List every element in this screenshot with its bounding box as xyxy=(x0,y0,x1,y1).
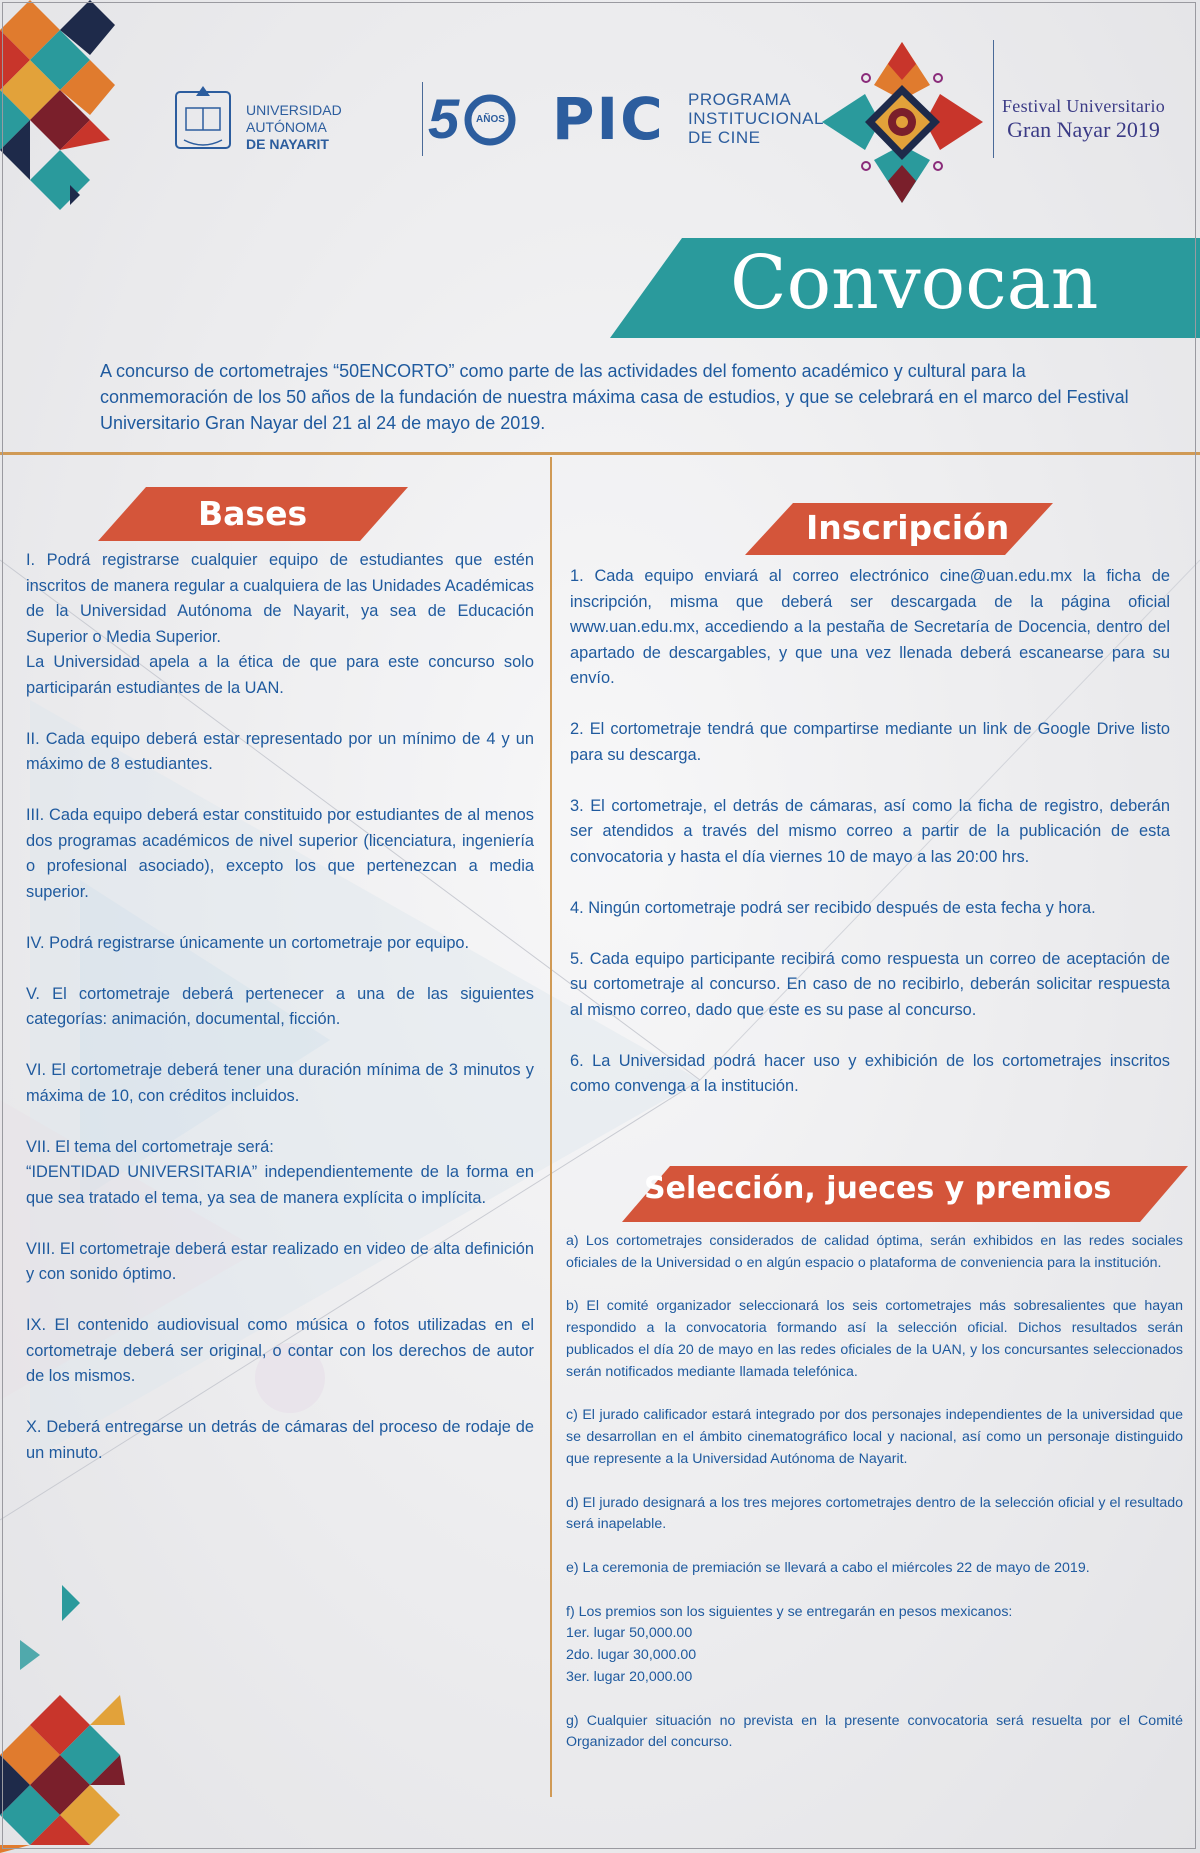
bases-item-10: X. Deberá entregarse un detrás de cámaras del proceso de rodaje de un minuto. xyxy=(26,1418,534,1462)
header-divider-2 xyxy=(993,40,994,158)
pic-name-line1: PROGRAMA xyxy=(688,90,792,109)
pic-mark: PIC xyxy=(552,85,665,153)
seleccion-heading: Selección, jueces y premios xyxy=(644,1171,1112,1206)
pic-name-line2: INSTITUCIONAL xyxy=(688,109,824,128)
bases-list xyxy=(26,548,534,1466)
geometric-pattern-top-left xyxy=(0,0,115,230)
pic-logo xyxy=(552,86,682,152)
inscripcion-item-3: 3. El cortometraje, el detrás de cámaras, así como la ficha de registro, deberán ser atendidos a través del mismo correo a partir de la publicación de esta convocatoria y hasta el día viernes 10 de mayo a las 20:00 hrs. xyxy=(570,796,1170,866)
inscripcion-item-4: 4. Ningún cortometraje podrá ser recibido después de esta fecha y hora. xyxy=(570,898,1096,917)
festival-name xyxy=(1002,96,1165,143)
title: Convocan xyxy=(730,240,1099,326)
seleccion-item-b: b) El comité organizador seleccionará los seis cortometrajes más sobresalientes que hayan respondido a la convocatoria formando así la selección oficial. Dichos resultados serán publicados el día 20 de mayo en las redes oficiales de la UAN, y los concursantes seleccionados serán notificados mediante llamada telefónica. xyxy=(566,1298,1183,1380)
inscripcion-heading: Inscripción xyxy=(806,508,1010,547)
seleccion-item-d: d) El jurado designará a los tres mejores cortometrajes dentro de la selección oficial y el resultado será inapelable. xyxy=(566,1494,1183,1533)
intro-text: A concurso de cortometrajes “50ENCORTO” como parte de las actividades del fomento académico y cultural para la conmemoración de los 50 años de la fundación de nuestra máxima casa de estudios, y que se celebrará en el marco del Festival Universitario Gran Nayar del 21 al 24 de mayo de 2019. xyxy=(100,361,1129,433)
bases-item-4: IV. Podrá registrarse únicamente un cortometraje por equipo. xyxy=(26,933,470,952)
seleccion-item-g: g) Cualquier situación no prevista en la presente convocatoria será resuelta por el Comité Organizador del concurso. xyxy=(566,1712,1183,1751)
bases-item-2: II. Cada equipo deberá estar representado por un mínimo de 4 y un máximo de 8 estudiantes. xyxy=(26,729,534,773)
inscripcion-item-5: 5. Cada equipo participante recibirá como respuesta un correo de aceptación de su cortometraje al concurso. En caso de no recibirlo, deberán solicitar respuesta al mismo correo, dado que este es su pase al concurso. xyxy=(570,949,1170,1019)
horizontal-divider xyxy=(0,452,1200,455)
bases-item-9: IX. El contenido audiovisual como música o fotos utilizadas en el cortometraje deberá ser original, o contar con los derechos de autor de los mismos. xyxy=(26,1316,534,1385)
inscripcion-list xyxy=(570,564,1170,1100)
seleccion-item-e: e) La ceremonia de premiación se llevará a cabo el miércoles 22 de mayo de 2019. xyxy=(566,1559,1090,1576)
anniversary-label: AÑOS xyxy=(476,114,505,125)
prize-third: 3er. lugar 20,000.00 xyxy=(566,1668,693,1685)
uan-name-line2: DE NAYARIT xyxy=(246,136,329,152)
bases-item-3: III. Cada equipo deberá estar constituido por estudiantes de al menos dos programas académicos de nivel superior (licenciatura, ingeniería o profesional asociado), excepto los que pertenezcan a media superior. xyxy=(26,806,534,901)
pic-name-line3: DE CINE xyxy=(688,128,761,147)
seleccion-item-f: f) Los premios son los siguientes y se entregarán en pesos mexicanos: xyxy=(566,1603,1013,1620)
prize-first: 1er. lugar 50,000.00 xyxy=(566,1625,693,1642)
inscripcion-item-6: 6. La Universidad podrá hacer uso y exhibición de los cortometrajes inscritos como convenga a la institución. xyxy=(570,1051,1170,1095)
seleccion-list xyxy=(566,1231,1183,1754)
uan-logo xyxy=(170,80,420,160)
uan-name-line1: UNIVERSIDAD AUTÓNOMA xyxy=(246,102,342,135)
festival-emblem-icon xyxy=(820,40,985,205)
inscripcion-item-2: 2. El cortometraje tendrá que compartirse mediante un link de Google Drive listo para su descarga. xyxy=(570,720,1170,764)
bases-item-5: V. El cortometraje deberá pertenecer a una de las siguientes categorías: animación, documental, ficción. xyxy=(26,984,534,1028)
anniversary-50-logo xyxy=(428,88,528,148)
bases-heading: Bases xyxy=(198,494,308,533)
festival-name-line2: Gran Nayar 2019 xyxy=(1007,117,1160,142)
inscripcion-item-1: 1. Cada equipo enviará al correo electrónico cine@uan.edu.mx la ficha de inscripción, misma que deberá ser descargada de la página oficial www.uan.edu.mx, accediendo a la pestaña de Secretaría de Docencia, dentro del apartado de descargables, y que una vez llenada deberá escanearse para su envío. xyxy=(570,567,1170,687)
bases-item-6: VI. El cortometraje deberá tener una duración mínima de 3 minutos y máxima de 10, con créditos incluidos. xyxy=(26,1061,534,1105)
bases-item-7-theme: “IDENTIDAD UNIVERSITARIA” independientemente de la forma en que sea tratado el tema, ya sea de manera explícita o implícita. xyxy=(26,1163,534,1207)
seleccion-item-c: c) El jurado calificador estará integrado por dos personajes independientes de la universidad que se desarrollan en el ámbito cinematográfico local y nacional, así como un personaje distinguido que represente a la Universidad Autónoma de Nayarit. xyxy=(566,1407,1183,1467)
column-divider xyxy=(550,457,552,1797)
svg-text:5: 5 xyxy=(428,88,460,148)
bases-item-7: VII. El tema del cortometraje será: xyxy=(26,1137,274,1156)
prize-second: 2do. lugar 30,000.00 xyxy=(566,1647,697,1664)
festival-name-line1: Festival Universitario xyxy=(1002,96,1166,116)
uan-seal-icon xyxy=(170,84,236,158)
pic-name xyxy=(688,90,824,147)
bases-item-8: VIII. El cortometraje deberá estar realizado en video de alta definición y con sonido óptimo. xyxy=(26,1239,534,1283)
bases-item-1: I. Podrá registrarse cualquier equipo de estudiantes que estén inscritos de manera regular a cualquiera de las Unidades Académicas de la Universidad Autónoma de Nayarit, ya sea de Educación Superior o Media Superior. xyxy=(26,551,534,646)
header-divider-1 xyxy=(422,82,423,156)
geometric-pattern-bottom-left xyxy=(0,1585,125,1853)
bases-item-1-note: La Universidad apela a la ética de que para este concurso solo participarán estudiantes de la UAN. xyxy=(26,653,534,697)
seleccion-item-a: a) Los cortometrajes considerados de calidad óptima, serán exhibidos en las redes sociales oficiales de la Universidad o en algún espacio o plataforma de conveniencia para la institución. xyxy=(566,1233,1183,1271)
